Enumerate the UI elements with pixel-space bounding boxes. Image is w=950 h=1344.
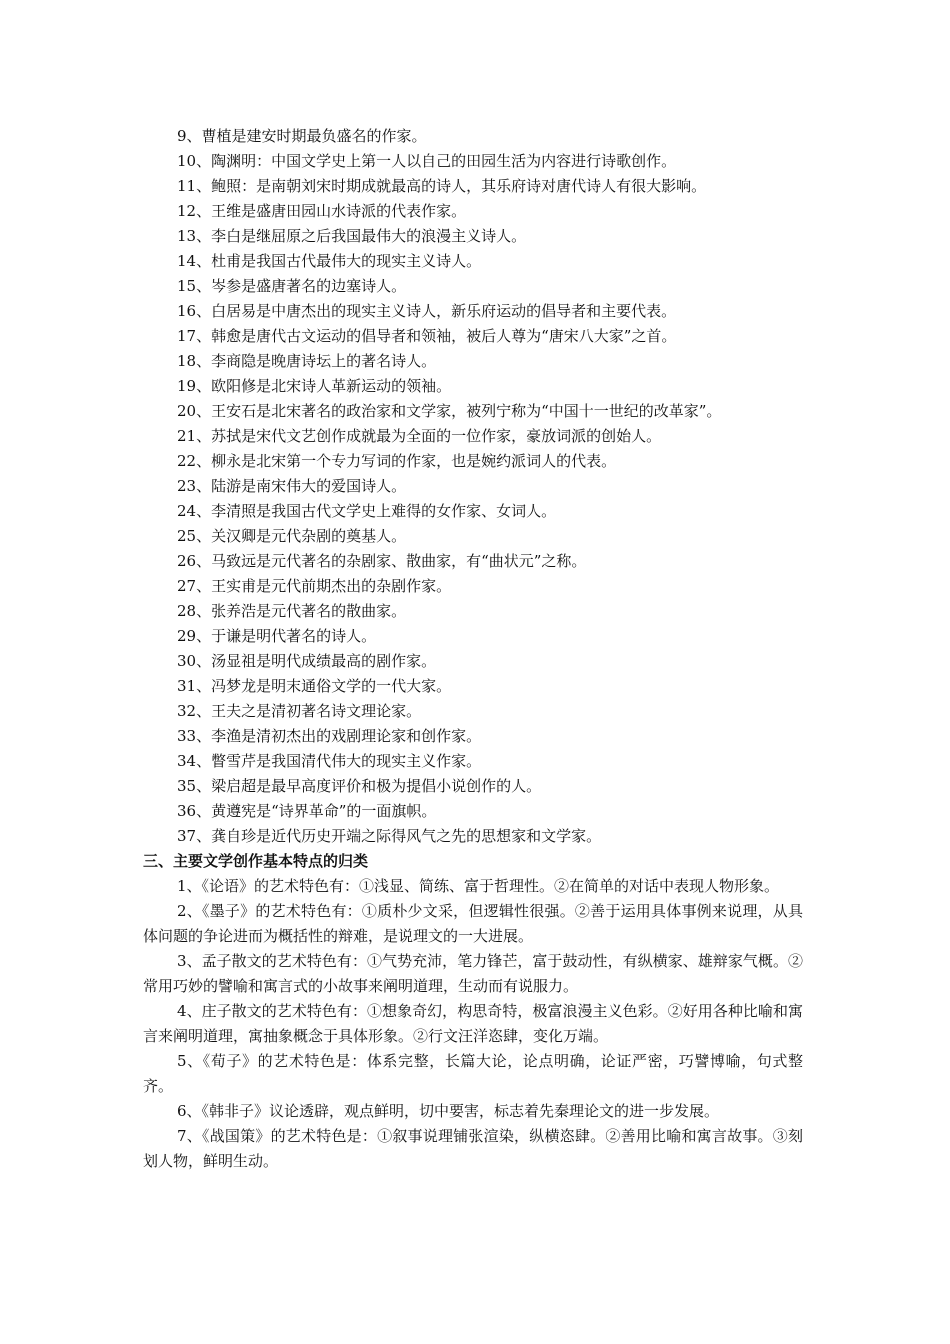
list-item: 22、柳永是北宋第一个专力写词的作家，也是婉约派词人的代表。 [177, 452, 617, 470]
list-item: 27、王实甫是元代前期杰出的杂剧作家。 [177, 577, 452, 595]
list-item: 23、陆游是南宋伟大的爱国诗人。 [177, 477, 407, 495]
list-item: 25、关汉卿是元代杂剧的奠基人。 [177, 527, 407, 545]
list-item: 13、李白是继屈原之后我国最伟大的浪漫主义诗人。 [177, 227, 527, 245]
list-item: 12、王维是盛唐田园山水诗派的代表作家。 [177, 202, 467, 220]
list-item: 16、白居易是中唐杰出的现实主义诗人，新乐府运动的倡导者和主要代表。 [177, 302, 677, 320]
paragraph: 2、《墨子》的艺术特色有：①质朴少文采，但逻辑性很强。②善于运用具体事例来说理，从具体问题的争论进而为概括性的辩难，是说理文的一大进展。 [143, 902, 803, 945]
list-item: 17、韩愈是唐代古文运动的倡导者和领袖，被后人尊为“唐宋八大家”之首。 [177, 327, 677, 345]
writer-list [143, 124, 803, 849]
list-item: 31、冯梦龙是明末通俗文学的一代大家。 [177, 677, 452, 695]
list-item: 9、曹植是建安时期最负盛名的作家。 [177, 127, 427, 145]
list-item: 14、杜甫是我国古代最伟大的现实主义诗人。 [177, 252, 482, 270]
list-item: 10、陶渊明：中国文学史上第一人以自己的田园生活为内容进行诗歌创作。 [177, 152, 677, 170]
paragraph: 4、庄子散文的艺术特色有：①想象奇幻，构思奇特，极富浪漫主义色彩。②好用各种比喻和寓言来阐明道理，寓抽象概念于具体形象。②行文汪洋恣肆，变化万端。 [143, 1002, 803, 1045]
list-item: 11、鲍照：是南朝刘宋时期成就最高的诗人，其乐府诗对唐代诗人有很大影响。 [177, 177, 707, 195]
list-item: 21、苏拭是宋代文艺创作成就最为全面的一位作家，豪放词派的创始人。 [177, 427, 662, 445]
list-item: 26、马致远是元代著名的杂剧家、散曲家，有“曲状元”之称。 [177, 552, 587, 570]
list-item: 33、李渔是清初杰出的戏剧理论家和创作家。 [177, 727, 482, 745]
list-item: 34、瞥雪芹是我国清代伟大的现实主义作家。 [177, 752, 482, 770]
list-item: 30、汤显祖是明代成绩最高的剧作家。 [177, 652, 437, 670]
list-item: 35、梁启超是最早高度评价和极为提倡小说创作的人。 [177, 777, 542, 795]
paragraph: 6、《韩非子》议论透辟，观点鲜明，切中要害，标志着先秦理论文的进一步发展。 [177, 1102, 720, 1120]
paragraph: 1、《论语》的艺术特色有：①浅显、简练、富于哲理性。②在简单的对话中表现人物形象。 [177, 877, 780, 895]
paragraph: 7、《战国策》的艺术特色是：①叙事说理铺张渲染，纵横恣肆。②善用比喻和寓言故事。③刻划人物，鲜明生动。 [143, 1127, 803, 1170]
feature-paragraphs [143, 874, 803, 1174]
section-heading: 三、主要文学创作基本特点的归类 [143, 852, 369, 870]
list-item: 36、黄遵宪是“诗界革命”的一面旗帜。 [177, 802, 437, 820]
list-item: 28、张养浩是元代著名的散曲家。 [177, 602, 407, 620]
list-item: 18、李商隐是晚唐诗坛上的著名诗人。 [177, 352, 437, 370]
list-item: 15、岑参是盛唐著名的边塞诗人。 [177, 277, 407, 295]
list-item: 24、李清照是我国古代文学史上难得的女作家、女词人。 [177, 502, 557, 520]
list-item: 32、王夫之是清初著名诗文理论家。 [177, 702, 422, 720]
list-item: 37、龚自珍是近代历史开端之际得风气之先的思想家和文学家。 [177, 827, 602, 845]
list-item: 29、于谦是明代著名的诗人。 [177, 627, 377, 645]
list-item: 19、欧阳修是北宋诗人革新运动的领袖。 [177, 377, 452, 395]
paragraph: 3、孟子散文的艺术特色有：①气势充沛，笔力锋芒，富于鼓动性，有纵横家、雄辩家气概。②常用巧妙的譬喻和寓言式的小故事来阐明道理，生动而有说服力。 [143, 952, 803, 995]
document-page [143, 124, 803, 1174]
list-item: 20、王安石是北宋著名的政治家和文学家，被列宁称为“中国十一世纪的改革家”。 [177, 402, 722, 420]
paragraph: 5、《荀子》的艺术特色是：体系完整，长篇大论，论点明确，论证严密，巧譬博喻，句式整齐。 [143, 1052, 803, 1095]
